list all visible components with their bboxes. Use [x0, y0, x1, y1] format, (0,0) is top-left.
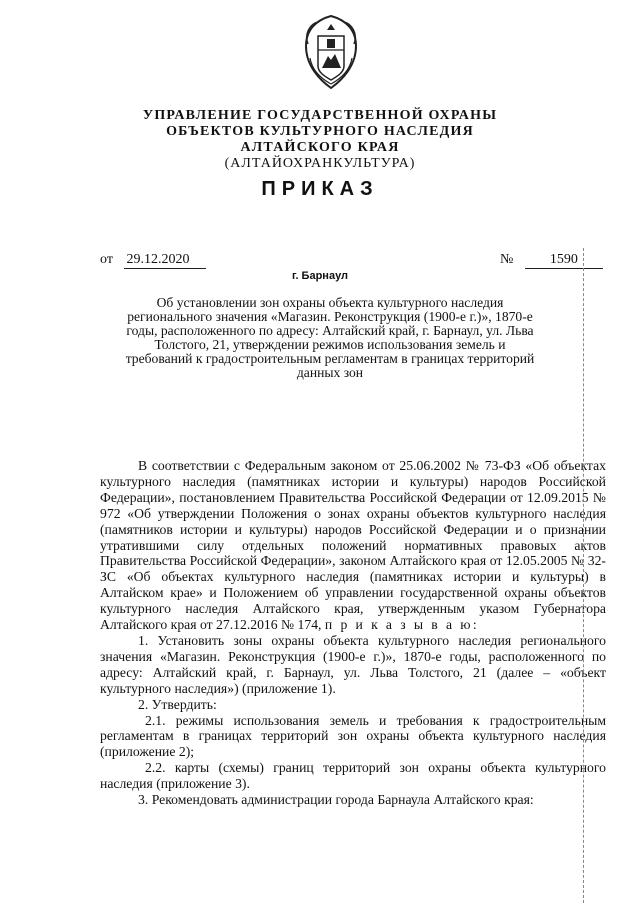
item-2: 2. Утвердить:	[138, 696, 217, 712]
document-type-title: ПРИКАЗ	[261, 178, 379, 200]
item-1: 1. Установить зоны охраны объекта культурного наследия регионального значения «Магазин. Реконструкция (1900-е г.)», 1870-е годы, расположенного по адресу: Алтайский край, г. Барнаул, ул. Льва Толстого, 21 (далее – «объект культурного наследия») (приложение 1).	[100, 632, 606, 696]
agency-short-name: (АЛТАЙОХРАНКУЛЬТУРА)	[224, 156, 416, 171]
agency-line-1: УПРАВЛЕНИЕ ГОСУДАРСТВЕННОЙ ОХРАНЫ	[142, 108, 498, 123]
agency-name	[0, 108, 640, 172]
item-3: 3. Рекомендовать администрации города Барнаула Алтайского края:	[138, 792, 534, 808]
agency-line-2: ОБЪЕКТОВ КУЛЬТУРНОГО НАСЛЕДИЯ	[166, 124, 474, 139]
order-date: 29.12.2020	[124, 252, 206, 269]
agency-line-3: АЛТАЙСКОГО КРАЯ	[240, 140, 400, 155]
date-field	[100, 252, 206, 269]
preamble-text: В соответствии с Федеральным законом от 25.06.2002 № 73-ФЗ «Об объектах культурного наследия (памятниках истории и культуры) народов Российской Федерации», постановлением Правительства Российской Федерации от 12.09.2015 № 972 «Об утверждении Положения о зонах охраны объектов культурного наследия (памятников истории и культуры) народов Российской Федерации и о признании утратившими силу отдельных положений нормативных правовых актов Правительства Российской Федерации», законом Алтайского края от 12.05.2005 № 32-ЗС «Об объектах культурного наследия (памятниках истории и культуры) в Алтайском крае» и Положением об управлении государственной охраны объектов культурного наследия Алтайского края, утвержденным указом Губернатора Алтайского края от 27.12.2016 № 174,	[100, 458, 606, 633]
city-label: г. Барнаул	[291, 270, 349, 282]
date-prefix: от	[100, 252, 113, 267]
number-field	[500, 252, 603, 269]
item-2-2: 2.2. карты (схемы) границ территорий зон охраны объекта культурного наследия (приложение 3).	[100, 760, 606, 792]
order-subject: Об установлении зон охраны объекта культурного наследия регионального значения «Магазин. Реконструкция (1900-е г.)», 1870-е годы, расположенного по адресу: Алтайский край, г. Барнаул, ул. Льва Толстого, 21, утверждении режимов использования земель и требований к градостроительным регламентам в границах территорий данных зон	[125, 295, 535, 380]
order-number: 1590	[525, 252, 603, 269]
preamble-paragraph	[100, 458, 606, 633]
order-word: п р и к а з ы в а ю:	[324, 617, 480, 633]
coat-of-arms-icon	[300, 14, 362, 90]
scan-artifact-line	[583, 248, 584, 903]
item-2-1: 2.1. режимы использования земель и требования к градостроительным регламентам в границах территорий зон охраны объекта культурного наследия (приложение 2);	[100, 712, 606, 760]
order-body	[100, 458, 606, 808]
number-prefix: №	[500, 252, 514, 267]
